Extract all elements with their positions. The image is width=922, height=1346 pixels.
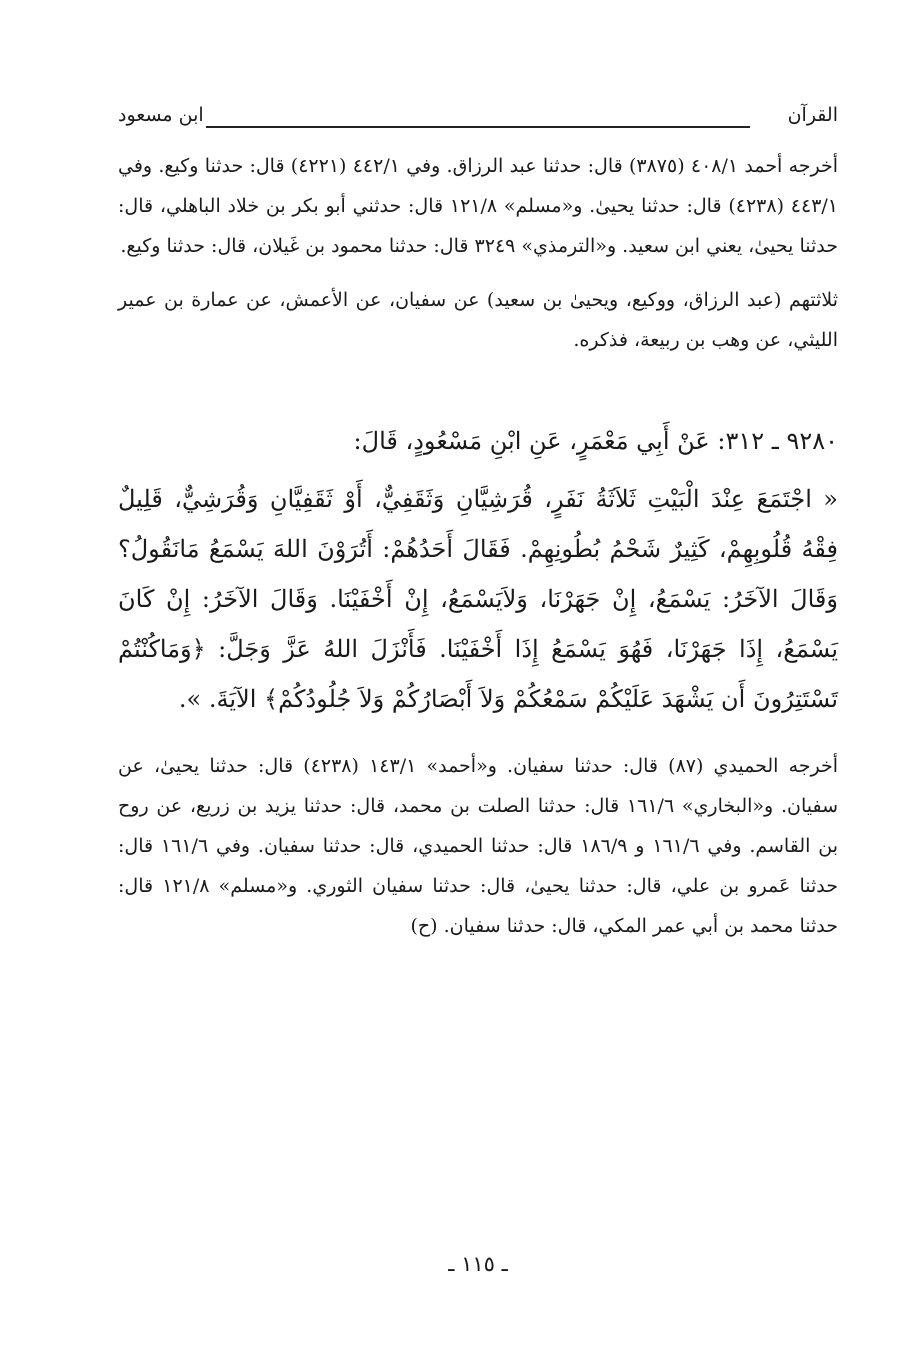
page-body: [118, 146, 838, 946]
takhrij-paragraph-2: ثلاثتهم (عبد الرزاق، ووكيع، ويحيىٰ بن سعيد) عن سفيان، عن الأعمش، عن عمارة بن عمير الليثي، عن وهب بن ربيعة، فذكره.: [118, 289, 838, 351]
header-rule: [206, 126, 750, 128]
header-chapter-title: ابن مسعود: [118, 104, 204, 126]
hadith-heading: ٩٢٨٠ ـ ٣١٢: عَنْ أَبِي مَعْمَرٍ، عَنِ ابْنِ مَسْعُودٍ، قَالَ:: [353, 427, 838, 455]
running-header: [118, 104, 838, 134]
hadith-text: « اجْتَمَعَ عِنْدَ الْبَيْتِ ثَلاَثَةُ نَفَرٍ، قُرَشِيَّانِ وَثَقَفِيٌّ، أَوْ ثَقَفِيَّانِ وَقُرَشِيٌّ، قَلِيلٌ فِقْهُ قُلُوبِهِمْ، كَثِيرٌ شَحْمُ بُطُونِهِمْ. فَقَالَ أَحَدُهُمْ: أَتُرَوْنَ اللهَ يَسْمَعُ مَانَقُولُ؟ وَقَالَ الآخَرُ: يَسْمَعُ، إِنْ جَهَرْنَا، وَلاَيَسْمَعُ، إِنْ أَخْفَيْنَا. وَقَالَ الآخَرُ: إِنْ كَانَ يَسْمَعُ، إِذَا جَهَرْنَا، فَهُوَ يَسْمَعُ إِذَا أَخْفَيْنَا. فَأَنْزَلَ اللهُ عَزَّ وَجَلَّ: ﴿وَمَاكُنْتُمْ تَسْتَتِرُونَ أَن يَشْهَدَ عَلَيْكُمْ سَمْعُكُمْ وَلاَ أَبْصَارُكُمْ وَلاَ جُلُودُكُمْ﴾ الآيَةَ. ».: [118, 485, 838, 713]
takhrij-paragraph-3: أخرجه الحميدي (٨٧) قال: حدثنا سفيان. و«أحمد» ١٤٣/١ (٤٢٣٨) قال: حدثنا يحيىٰ، عن سفيان. و«البخاري» ١٦١/٦ قال: حدثنا الصلت بن محمد، قال: حدثنا يزيد بن زريع، عن روح بن القاسم. وفي ١٦١/٦ و ١٨٦/٩ قال: حدثنا الحميدي، قال: حدثنا سفيان. وفي ١٦١/٦ قال: حدثنا عَمرو بن علي، قال: حدثنا يحيىٰ، قال: حدثنا سفيان الثوري. و«مسلم» ١٢١/٨ قال: حدثنا محمد بن أبي عمر المكي، قال: حدثنا سفيان. (ح): [118, 755, 839, 937]
header-section-title: القرآن: [787, 104, 838, 126]
book-page: [118, 96, 838, 1276]
takhrij-paragraph-1: أخرجه أحمد ٤٠٨/١ (٣٨٧٥) قال: حدثنا عبد الرزاق. وفي ٤٤٢/١ (٤٢٢١) قال: حدثنا وكيع. وفي ٤٤٣/١ (٤٢٣٨) قال: حدثنا يحيىٰ. و«مسلم» ١٢١/٨ قال: حدثني أبو بكر بن خلاد الباهلي، قال: حدثنا يحيىٰ، يعني ابن سعيد. و«الترمذي» ٣٢٤٩ قال: حدثنا محمود بن غَيلان، قال: حدثنا وكيع.: [118, 155, 839, 257]
page-number: ـ ١١٥ ـ: [448, 1252, 508, 1276]
